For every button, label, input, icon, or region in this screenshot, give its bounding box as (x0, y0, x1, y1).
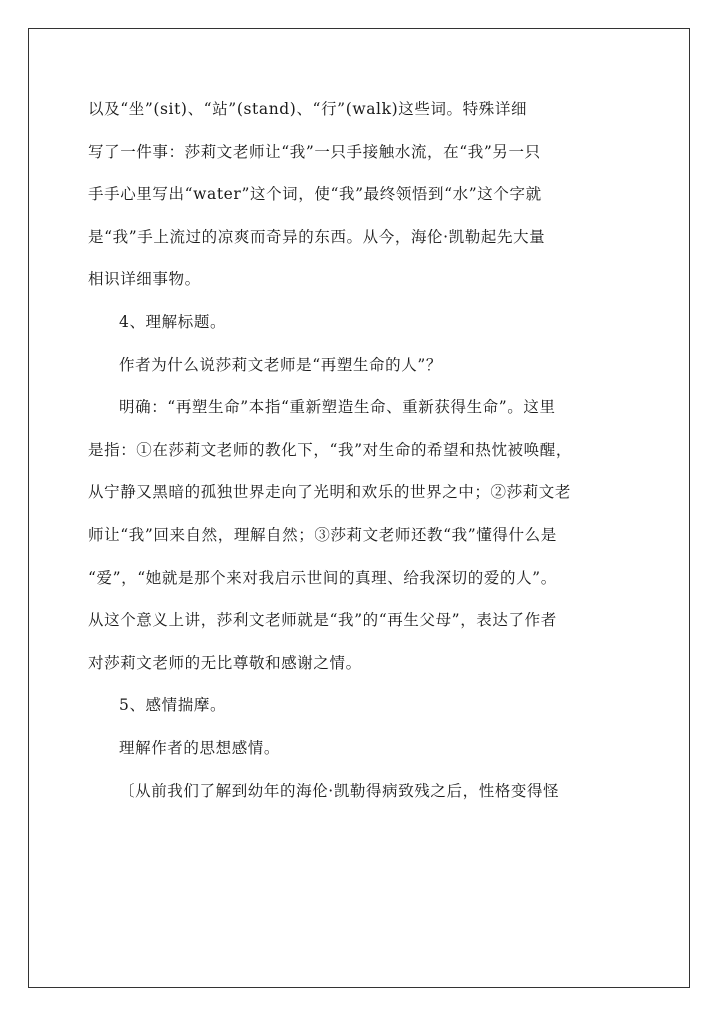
question-paragraph (88, 344, 634, 387)
text-line: 师让“我”回来自然，理解自然；③莎莉文老师还教“我”懂得什么是 (88, 525, 557, 544)
continuation-paragraph (88, 770, 634, 813)
instruction-paragraph (88, 727, 634, 770)
text-line: 理解作者的思想感情。 (119, 738, 281, 757)
text-line: 明确：“再塑生命”本指“重新塑造生命、重新获得生命”。这里 (119, 398, 556, 417)
text-line: 从这个意义上讲，莎利文老师就是“我”的“再生父母”，表达了作者 (88, 611, 557, 630)
answer-paragraph (88, 386, 634, 684)
document-body (88, 88, 634, 812)
text-line: 相识详细事物。 (88, 270, 201, 289)
section-heading-understand-title (88, 301, 634, 344)
paragraph-letter-intro (88, 88, 634, 301)
text-line: “爱”，“她就是那个来对我启示世间的真理、给我深切的爱的人”。 (88, 568, 557, 587)
text-line: 作者为什么说莎莉文老师是“再塑生命的人”？ (119, 355, 442, 374)
text-line: 写了一件事：莎莉文老师让“我”一只手接触水流，在“我”另一只 (88, 142, 541, 161)
heading-text: 4、理解标题。 (119, 312, 227, 331)
text-line: 从宁静又黑暗的孤独世界走向了光明和欢乐的世界之中；②莎莉文老 (88, 483, 572, 502)
text-line: 是“我”手上流过的凉爽而奇异的东西。从今，海伦·凯勒起先大量 (88, 227, 546, 246)
text-line: 对莎莉文老师的无比尊敬和感谢之情。 (88, 653, 362, 672)
heading-text: 5、感情揣摩。 (119, 696, 227, 715)
text-line: 是指：①在莎莉文老师的教化下，“我”对生命的希望和热忱被唤醒， (88, 440, 572, 459)
section-heading-emotion (88, 684, 634, 727)
text-line: 〔从前我们了解到幼年的海伦·凯勒得病致残之后，性格变得怪 (119, 781, 560, 800)
text-line: 手手心里写出“water”这个词，使“我”最终领悟到“水”这个字就 (88, 185, 542, 204)
text-line: 以及“坐”(sit)、“站”(stand)、“行”(walk)这些词。特殊详细 (88, 100, 528, 118)
